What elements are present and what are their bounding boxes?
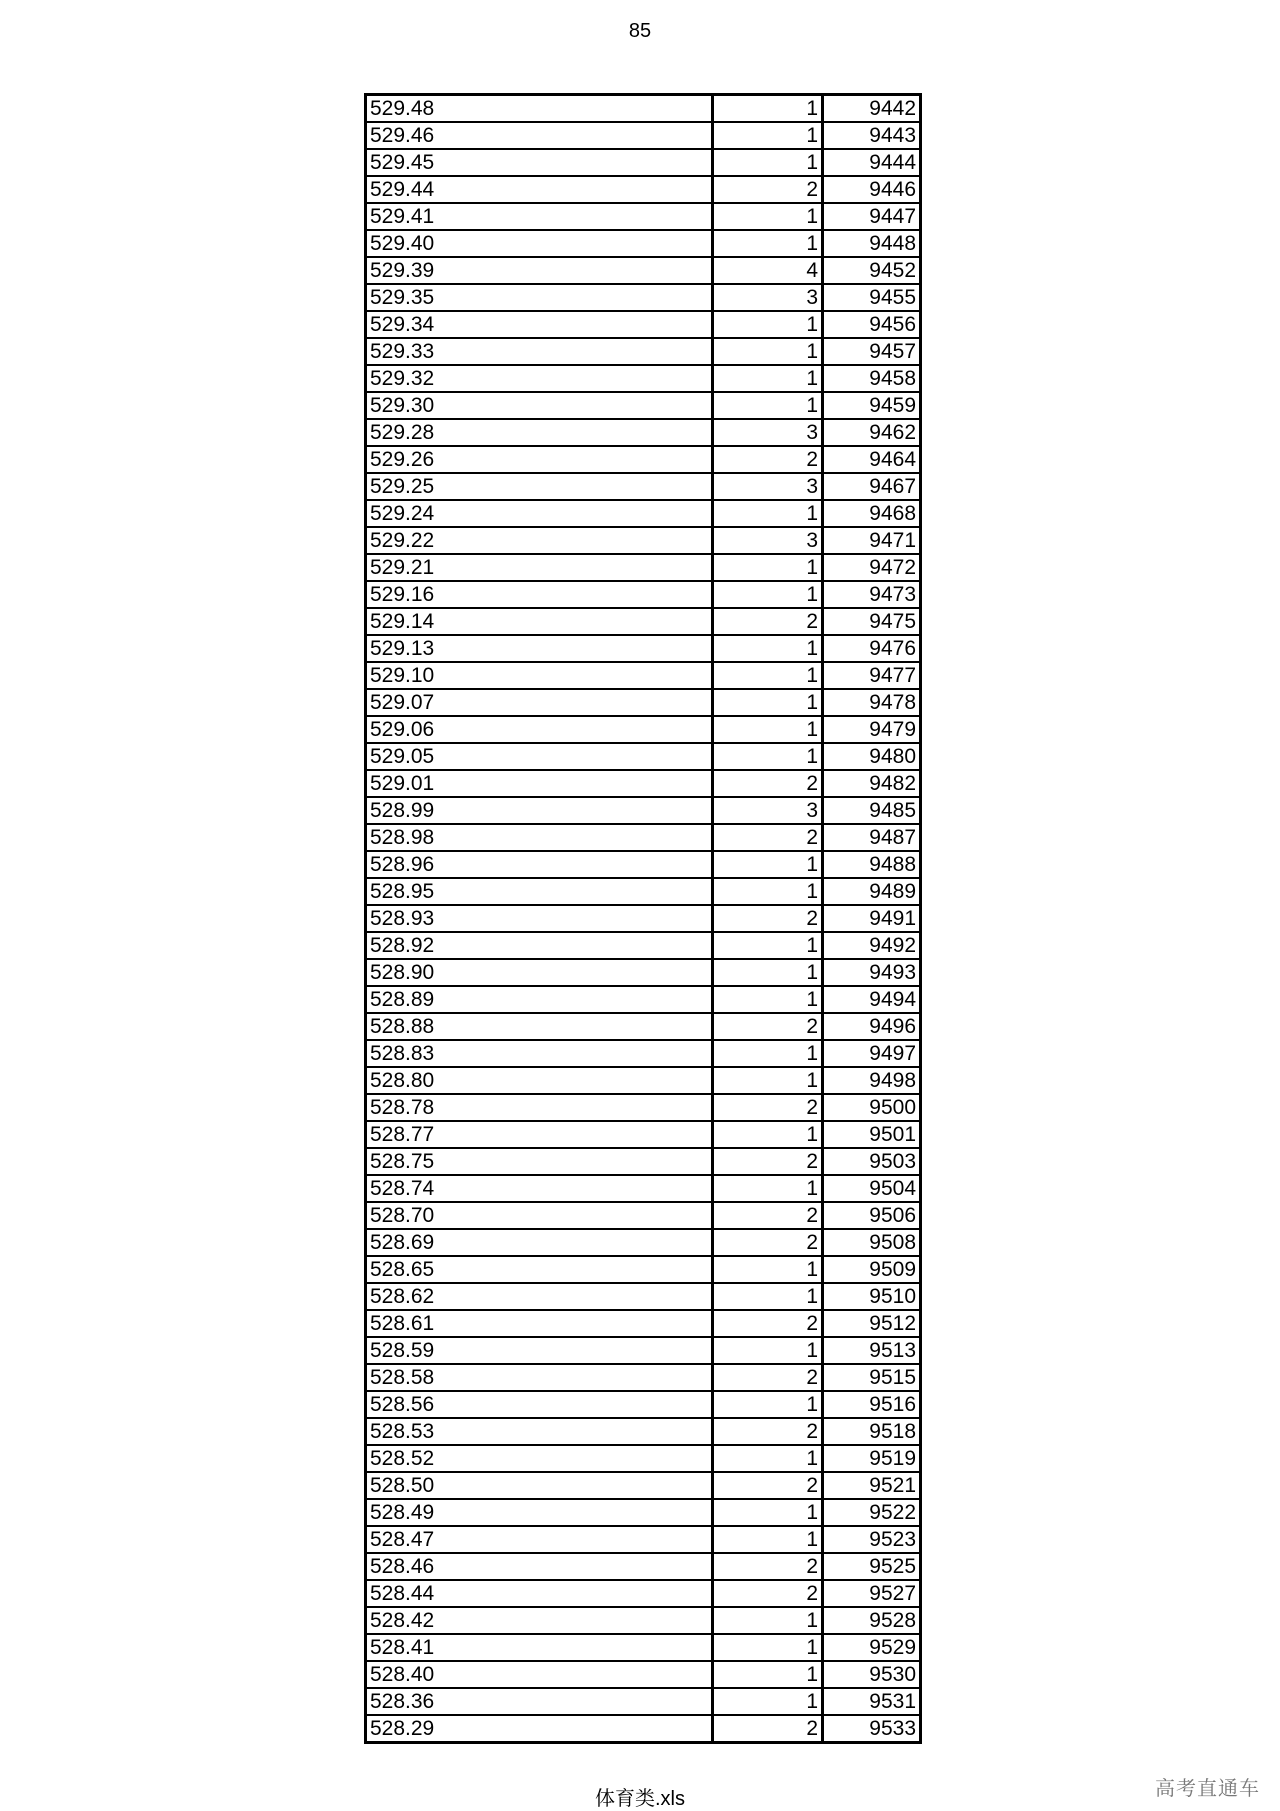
- table-row: [366, 635, 921, 662]
- table-row: [366, 581, 921, 608]
- table-row: [366, 662, 921, 689]
- score-cell: 528.80: [366, 1067, 713, 1094]
- score-cell: 528.44: [366, 1580, 713, 1607]
- count-cell: 2: [713, 1472, 823, 1499]
- cumulative-cell: 9443: [823, 122, 921, 149]
- cumulative-cell: 9522: [823, 1499, 921, 1526]
- table-row: [366, 1175, 921, 1202]
- table-row: [366, 1337, 921, 1364]
- count-cell: 2: [713, 1094, 823, 1121]
- count-cell: 2: [713, 1364, 823, 1391]
- score-cell: 528.50: [366, 1472, 713, 1499]
- cumulative-cell: 9533: [823, 1715, 921, 1743]
- score-cell: 529.41: [366, 203, 713, 230]
- score-cell: 528.41: [366, 1634, 713, 1661]
- count-cell: 1: [713, 1175, 823, 1202]
- cumulative-cell: 9489: [823, 878, 921, 905]
- score-cell: 529.25: [366, 473, 713, 500]
- cumulative-cell: 9448: [823, 230, 921, 257]
- score-cell: 528.65: [366, 1256, 713, 1283]
- score-cell: 528.83: [366, 1040, 713, 1067]
- count-cell: 1: [713, 1607, 823, 1634]
- count-cell: 2: [713, 1229, 823, 1256]
- score-cell: 529.45: [366, 149, 713, 176]
- table-row: [366, 446, 921, 473]
- cumulative-cell: 9492: [823, 932, 921, 959]
- count-cell: 2: [713, 1553, 823, 1580]
- cumulative-cell: 9480: [823, 743, 921, 770]
- count-cell: 1: [713, 716, 823, 743]
- count-cell: 1: [713, 959, 823, 986]
- score-cell: 529.21: [366, 554, 713, 581]
- count-cell: 4: [713, 257, 823, 284]
- count-cell: 1: [713, 1688, 823, 1715]
- cumulative-cell: 9518: [823, 1418, 921, 1445]
- table-row: [366, 1634, 921, 1661]
- cumulative-cell: 9510: [823, 1283, 921, 1310]
- table-row: [366, 1499, 921, 1526]
- table-row: [366, 986, 921, 1013]
- score-cell: 528.95: [366, 878, 713, 905]
- table-row: [366, 1040, 921, 1067]
- score-cell: 529.28: [366, 419, 713, 446]
- table-row: [366, 1391, 921, 1418]
- count-cell: 1: [713, 878, 823, 905]
- cumulative-cell: 9444: [823, 149, 921, 176]
- cumulative-cell: 9456: [823, 311, 921, 338]
- table-row: [366, 95, 921, 123]
- cumulative-cell: 9493: [823, 959, 921, 986]
- table-row: [366, 203, 921, 230]
- score-cell: 529.39: [366, 257, 713, 284]
- score-cell: 529.05: [366, 743, 713, 770]
- count-cell: 1: [713, 500, 823, 527]
- cumulative-cell: 9527: [823, 1580, 921, 1607]
- cumulative-cell: 9513: [823, 1337, 921, 1364]
- cumulative-cell: 9515: [823, 1364, 921, 1391]
- score-cell: 528.40: [366, 1661, 713, 1688]
- table-row: [366, 851, 921, 878]
- count-cell: 2: [713, 770, 823, 797]
- score-cell: 529.24: [366, 500, 713, 527]
- score-cell: 528.29: [366, 1715, 713, 1743]
- cumulative-cell: 9498: [823, 1067, 921, 1094]
- count-cell: 1: [713, 1445, 823, 1472]
- count-cell: 3: [713, 419, 823, 446]
- table-row: [366, 284, 921, 311]
- score-cell: 529.46: [366, 122, 713, 149]
- table-row: [366, 311, 921, 338]
- table-row: [366, 1580, 921, 1607]
- score-cell: 528.70: [366, 1202, 713, 1229]
- table-row: [366, 1121, 921, 1148]
- cumulative-cell: 9509: [823, 1256, 921, 1283]
- cumulative-cell: 9473: [823, 581, 921, 608]
- count-cell: 3: [713, 284, 823, 311]
- table-row: [366, 1310, 921, 1337]
- count-cell: 2: [713, 176, 823, 203]
- score-cell: 529.35: [366, 284, 713, 311]
- cumulative-cell: 9525: [823, 1553, 921, 1580]
- table-row: [366, 473, 921, 500]
- score-cell: 528.77: [366, 1121, 713, 1148]
- score-cell: 529.01: [366, 770, 713, 797]
- score-cell: 529.40: [366, 230, 713, 257]
- score-cell: 528.93: [366, 905, 713, 932]
- score-cell: 529.22: [366, 527, 713, 554]
- table-row: [366, 1688, 921, 1715]
- table-row: [366, 1283, 921, 1310]
- table-row: [366, 419, 921, 446]
- count-cell: 2: [713, 1310, 823, 1337]
- cumulative-cell: 9521: [823, 1472, 921, 1499]
- cumulative-cell: 9458: [823, 365, 921, 392]
- table-row: [366, 1067, 921, 1094]
- cumulative-cell: 9467: [823, 473, 921, 500]
- count-cell: 1: [713, 932, 823, 959]
- count-cell: 1: [713, 338, 823, 365]
- score-cell: 528.49: [366, 1499, 713, 1526]
- cumulative-cell: 9471: [823, 527, 921, 554]
- cumulative-cell: 9494: [823, 986, 921, 1013]
- cumulative-cell: 9501: [823, 1121, 921, 1148]
- count-cell: 2: [713, 1715, 823, 1743]
- score-cell: 529.33: [366, 338, 713, 365]
- table-row: [366, 500, 921, 527]
- cumulative-cell: 9462: [823, 419, 921, 446]
- count-cell: 1: [713, 851, 823, 878]
- table-row: [366, 689, 921, 716]
- score-cell: 528.46: [366, 1553, 713, 1580]
- count-cell: 2: [713, 1148, 823, 1175]
- cumulative-cell: 9491: [823, 905, 921, 932]
- score-cell: 528.52: [366, 1445, 713, 1472]
- table-row: [366, 1472, 921, 1499]
- cumulative-cell: 9452: [823, 257, 921, 284]
- table-row: [366, 1661, 921, 1688]
- score-cell: 528.42: [366, 1607, 713, 1634]
- cumulative-cell: 9497: [823, 1040, 921, 1067]
- count-cell: 2: [713, 446, 823, 473]
- count-cell: 2: [713, 905, 823, 932]
- count-cell: 1: [713, 392, 823, 419]
- count-cell: 1: [713, 1256, 823, 1283]
- cumulative-cell: 9528: [823, 1607, 921, 1634]
- score-cell: 528.98: [366, 824, 713, 851]
- cumulative-cell: 9476: [823, 635, 921, 662]
- score-cell: 528.99: [366, 797, 713, 824]
- cumulative-cell: 9529: [823, 1634, 921, 1661]
- score-cell: 528.75: [366, 1148, 713, 1175]
- score-cell: 529.14: [366, 608, 713, 635]
- count-cell: 2: [713, 824, 823, 851]
- cumulative-cell: 9446: [823, 176, 921, 203]
- score-cell: 529.26: [366, 446, 713, 473]
- score-cell: 528.58: [366, 1364, 713, 1391]
- watermark: 高考直通车: [1155, 1778, 1260, 1800]
- cumulative-cell: 9500: [823, 1094, 921, 1121]
- count-cell: 1: [713, 1391, 823, 1418]
- table-row: [366, 1202, 921, 1229]
- count-cell: 1: [713, 743, 823, 770]
- score-cell: 529.32: [366, 365, 713, 392]
- cumulative-cell: 9472: [823, 554, 921, 581]
- table-row: [366, 1526, 921, 1553]
- table-row: [366, 230, 921, 257]
- score-cell: 528.90: [366, 959, 713, 986]
- count-cell: 1: [713, 230, 823, 257]
- count-cell: 1: [713, 1067, 823, 1094]
- table-row: [366, 527, 921, 554]
- cumulative-cell: 9455: [823, 284, 921, 311]
- count-cell: 1: [713, 1283, 823, 1310]
- cumulative-cell: 9496: [823, 1013, 921, 1040]
- count-cell: 1: [713, 554, 823, 581]
- table-row: [366, 1148, 921, 1175]
- count-cell: 2: [713, 608, 823, 635]
- count-cell: 1: [713, 1499, 823, 1526]
- count-cell: 2: [713, 1580, 823, 1607]
- count-cell: 1: [713, 689, 823, 716]
- table-row: [366, 959, 921, 986]
- cumulative-cell: 9485: [823, 797, 921, 824]
- score-cell: 528.69: [366, 1229, 713, 1256]
- cumulative-cell: 9468: [823, 500, 921, 527]
- cumulative-cell: 9459: [823, 392, 921, 419]
- score-cell: 528.59: [366, 1337, 713, 1364]
- score-cell: 528.78: [366, 1094, 713, 1121]
- table-row: [366, 824, 921, 851]
- score-cell: 529.13: [366, 635, 713, 662]
- cumulative-cell: 9487: [823, 824, 921, 851]
- cumulative-cell: 9508: [823, 1229, 921, 1256]
- count-cell: 1: [713, 203, 823, 230]
- score-cell: 529.34: [366, 311, 713, 338]
- table-row: [366, 1445, 921, 1472]
- score-cell: 528.61: [366, 1310, 713, 1337]
- table-body: [366, 95, 921, 1743]
- cumulative-cell: 9457: [823, 338, 921, 365]
- table-row: [366, 743, 921, 770]
- count-cell: 1: [713, 1121, 823, 1148]
- table-row: [366, 608, 921, 635]
- table-row: [366, 554, 921, 581]
- cumulative-cell: 9477: [823, 662, 921, 689]
- table-row: [366, 176, 921, 203]
- count-cell: 2: [713, 1013, 823, 1040]
- score-cell: 528.47: [366, 1526, 713, 1553]
- count-cell: 1: [713, 1661, 823, 1688]
- count-cell: 1: [713, 662, 823, 689]
- score-cell: 529.10: [366, 662, 713, 689]
- table-row: [366, 1094, 921, 1121]
- score-cell: 528.53: [366, 1418, 713, 1445]
- count-cell: 2: [713, 1202, 823, 1229]
- table-row: [366, 365, 921, 392]
- table-row: [366, 122, 921, 149]
- cumulative-cell: 9519: [823, 1445, 921, 1472]
- count-cell: 1: [713, 311, 823, 338]
- cumulative-cell: 9516: [823, 1391, 921, 1418]
- score-cell: 528.62: [366, 1283, 713, 1310]
- table-row: [366, 878, 921, 905]
- score-distribution-table: [364, 93, 922, 1744]
- score-cell: 528.56: [366, 1391, 713, 1418]
- cumulative-cell: 9478: [823, 689, 921, 716]
- count-cell: 1: [713, 1526, 823, 1553]
- count-cell: 1: [713, 581, 823, 608]
- cumulative-cell: 9479: [823, 716, 921, 743]
- cumulative-cell: 9442: [823, 95, 921, 123]
- table-row: [366, 1256, 921, 1283]
- count-cell: 1: [713, 365, 823, 392]
- table-row: [366, 716, 921, 743]
- table-row: [366, 1229, 921, 1256]
- count-cell: 2: [713, 1418, 823, 1445]
- count-cell: 3: [713, 527, 823, 554]
- table-row: [366, 770, 921, 797]
- score-cell: 529.44: [366, 176, 713, 203]
- score-cell: 528.96: [366, 851, 713, 878]
- score-cell: 529.30: [366, 392, 713, 419]
- cumulative-cell: 9506: [823, 1202, 921, 1229]
- count-cell: 1: [713, 1337, 823, 1364]
- count-cell: 1: [713, 149, 823, 176]
- score-cell: 528.92: [366, 932, 713, 959]
- count-cell: 1: [713, 1634, 823, 1661]
- cumulative-cell: 9488: [823, 851, 921, 878]
- table-row: [366, 338, 921, 365]
- cumulative-cell: 9503: [823, 1148, 921, 1175]
- count-cell: 3: [713, 797, 823, 824]
- cumulative-cell: 9531: [823, 1688, 921, 1715]
- count-cell: 3: [713, 473, 823, 500]
- table-row: [366, 1607, 921, 1634]
- table-row: [366, 905, 921, 932]
- count-cell: 1: [713, 122, 823, 149]
- cumulative-cell: 9464: [823, 446, 921, 473]
- cumulative-cell: 9530: [823, 1661, 921, 1688]
- cumulative-cell: 9504: [823, 1175, 921, 1202]
- table-row: [366, 1013, 921, 1040]
- table-row: [366, 392, 921, 419]
- footer-filename: 体育类.xls: [595, 1788, 685, 1810]
- score-cell: 528.88: [366, 1013, 713, 1040]
- table-row: [366, 932, 921, 959]
- score-cell: 528.74: [366, 1175, 713, 1202]
- count-cell: 1: [713, 95, 823, 123]
- table-row: [366, 1418, 921, 1445]
- table-row: [366, 797, 921, 824]
- cumulative-cell: 9447: [823, 203, 921, 230]
- cumulative-cell: 9512: [823, 1310, 921, 1337]
- table-row: [366, 1715, 921, 1743]
- table-row: [366, 149, 921, 176]
- count-cell: 1: [713, 1040, 823, 1067]
- table-row: [366, 1364, 921, 1391]
- count-cell: 1: [713, 986, 823, 1013]
- page-number: 85: [628, 20, 652, 42]
- score-cell: 529.06: [366, 716, 713, 743]
- score-cell: 529.16: [366, 581, 713, 608]
- table-row: [366, 257, 921, 284]
- score-cell: 528.36: [366, 1688, 713, 1715]
- count-cell: 1: [713, 635, 823, 662]
- score-cell: 529.48: [370, 97, 435, 120]
- table-row: [366, 1553, 921, 1580]
- cumulative-cell: 9475: [823, 608, 921, 635]
- score-cell: 529.07: [366, 689, 713, 716]
- cumulative-cell: 9523: [823, 1526, 921, 1553]
- cumulative-cell: 9482: [823, 770, 921, 797]
- score-cell: 528.89: [366, 986, 713, 1013]
